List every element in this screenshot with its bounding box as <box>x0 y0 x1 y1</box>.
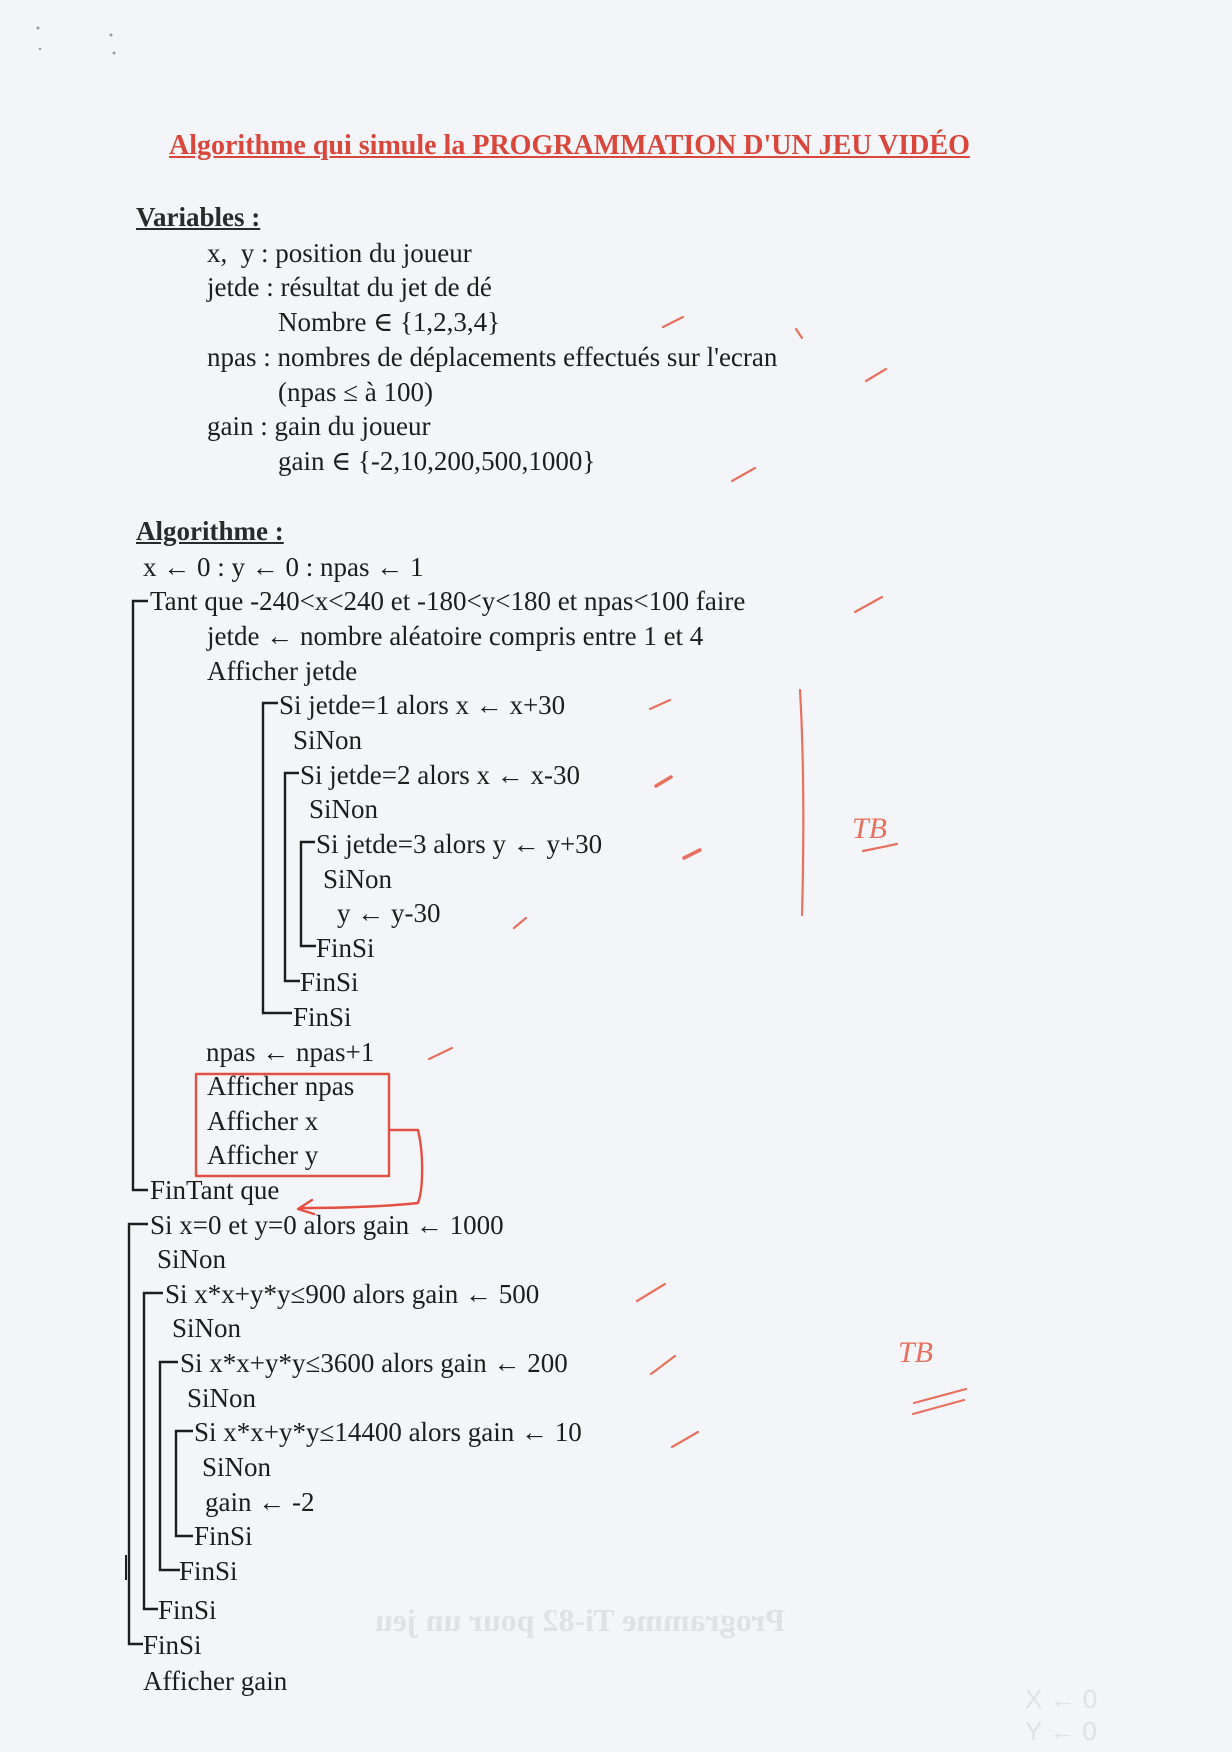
algorithm-line: SiNon <box>309 794 379 824</box>
algorithm-line: FinSi <box>158 1595 217 1625</box>
algorithm-line: Tant que -240<x<240 et -180<y<180 et npas<100 faire <box>150 586 746 616</box>
variable-line: jetde : résultat du jet de dé <box>207 272 492 302</box>
variable-line: npas : nombres de déplacements effectués sur l'ecran <box>207 342 778 372</box>
algorithm-line: SiNon <box>293 725 363 755</box>
algorithm-line: FinTant que <box>150 1175 280 1205</box>
algorithm-heading: Algorithme : <box>136 516 284 546</box>
algorithm-line: Afficher jetde <box>207 656 358 686</box>
bleed-through-line-2: Y ← 0 <box>1025 1716 1097 1746</box>
algorithm-line: npas ← npas+1 <box>206 1037 375 1067</box>
algorithm-line: SiNon <box>172 1313 242 1343</box>
variable-line: (npas ≤ à 100) <box>278 377 434 407</box>
algorithm-line: FinSi <box>179 1556 238 1586</box>
algorithm-line: Si x=0 et y=0 alors gain ← 1000 <box>150 1210 504 1240</box>
algorithm-line: Si x*x+y*y≤900 alors gain ← 500 <box>165 1279 540 1309</box>
document-title: Algorithme qui simule la PROGRAMMATION D'UN JEU VIDÉO <box>169 130 970 161</box>
variable-line: x, y : position du joueur <box>207 238 472 268</box>
bleed-through-line-1: X ← 0 <box>1025 1684 1098 1714</box>
variable-line: gain : gain du joueur <box>207 411 431 441</box>
algorithm-line: FinSi <box>300 967 359 997</box>
algorithm-line: Si jetde=3 alors y ← y+30 <box>316 829 603 859</box>
algorithm-line: Si jetde=1 alors x ← x+30 <box>279 690 566 720</box>
algorithm-line: y ← y-30 <box>337 898 441 928</box>
algorithm-line: FinSi <box>293 1002 352 1032</box>
algorithm-line: SiNon <box>187 1383 257 1413</box>
tb-annotation: TB <box>898 1336 934 1369</box>
algorithm-line: jetde ← nombre aléatoire compris entre 1 et 4 <box>207 621 704 651</box>
algorithm-line: Afficher gain <box>143 1666 288 1696</box>
algorithm-line: SiNon <box>202 1452 272 1482</box>
algorithm-line: FinSi <box>143 1630 202 1660</box>
variable-line: Nombre ∈ {1,2,3,4} <box>278 307 501 337</box>
algorithm-line: SiNon <box>157 1244 227 1274</box>
variables-heading: Variables : <box>136 202 261 232</box>
algorithm-line: Afficher y <box>207 1140 319 1170</box>
algorithm-line: Si jetde=2 alors x ← x-30 <box>300 760 580 790</box>
algorithm-line: FinSi <box>194 1521 253 1551</box>
algorithm-line: Si x*x+y*y≤3600 alors gain ← 200 <box>180 1348 568 1378</box>
algorithm-line: FinSi <box>316 933 375 963</box>
algorithm-line: Afficher npas <box>207 1071 355 1101</box>
algorithm-line: Afficher x <box>207 1106 319 1136</box>
bleed-through-heading: Programme Ti-82 pour un jeu <box>375 1602 786 1638</box>
algorithm-line: x ← 0 : y ← 0 : npas ← 1 <box>143 552 424 582</box>
tb-annotation: TB <box>852 812 888 845</box>
algorithm-line: SiNon <box>323 864 393 894</box>
algorithm-line: Si x*x+y*y≤14400 alors gain ← 10 <box>194 1417 582 1447</box>
variable-line: gain ∈ {-2,10,200,500,1000} <box>278 446 596 476</box>
algorithm-line: gain ← -2 <box>205 1487 315 1517</box>
